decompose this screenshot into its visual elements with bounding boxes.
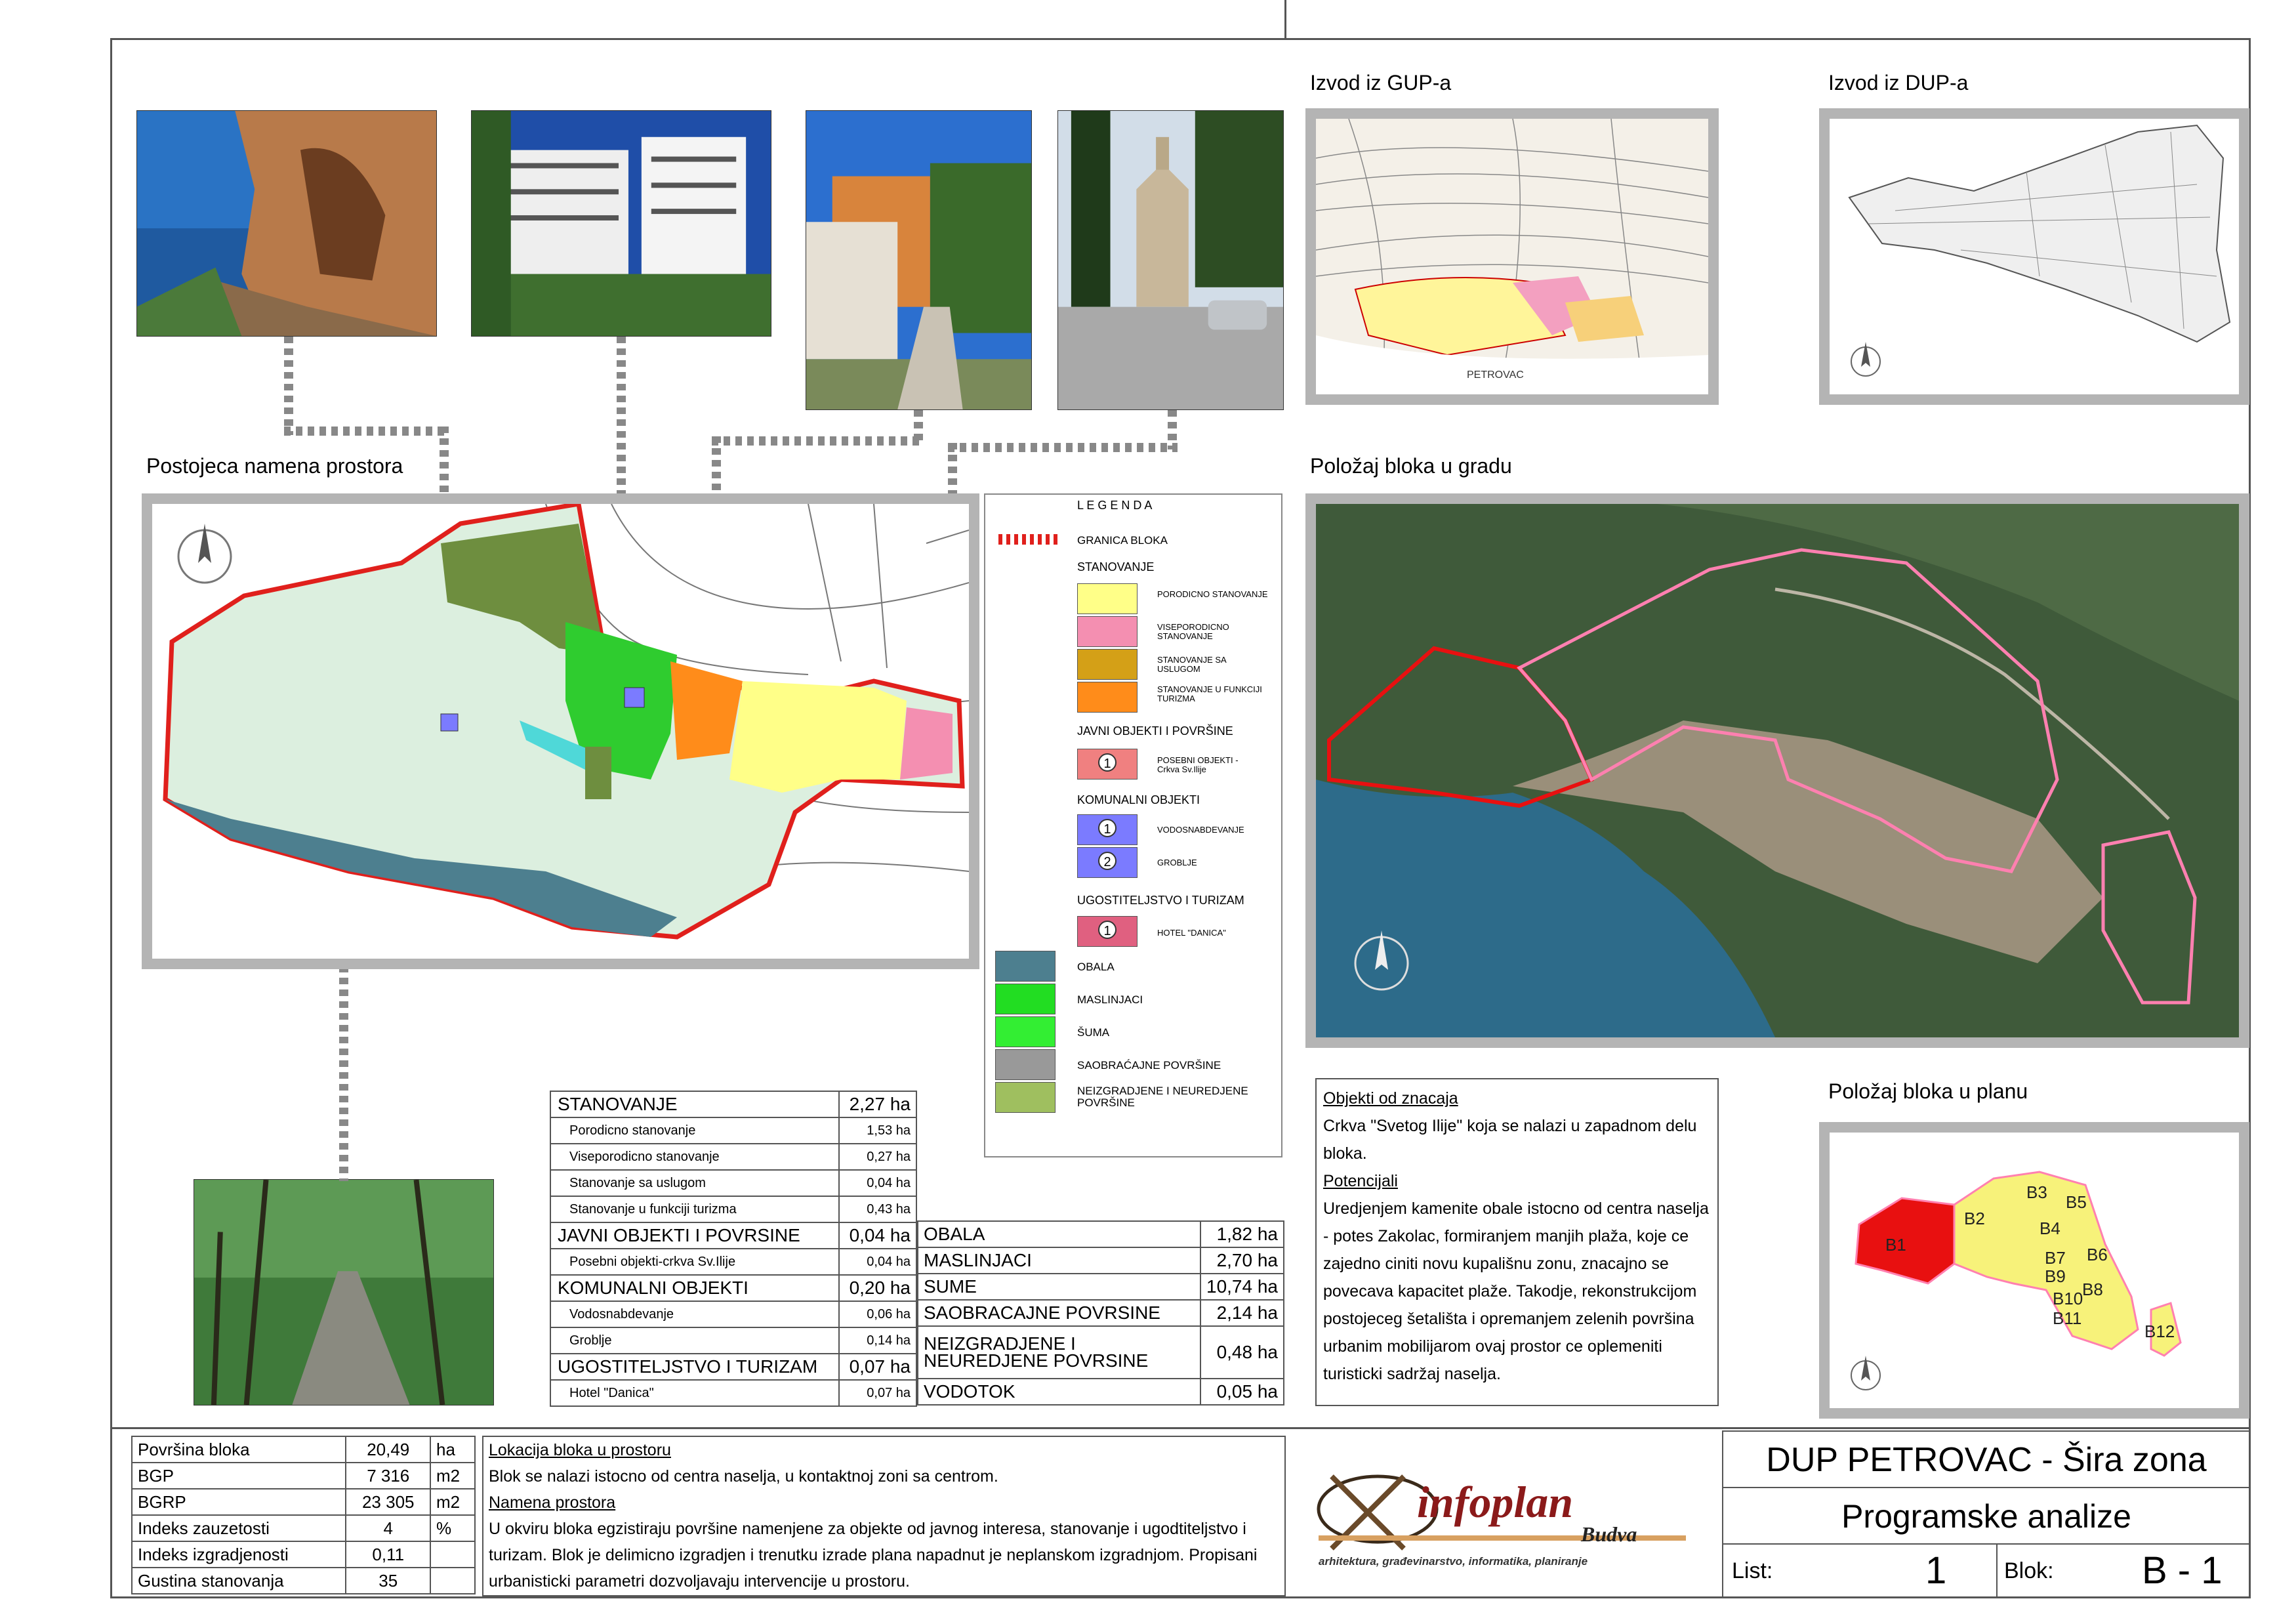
objects-text-box <box>1315 1078 1719 1406</box>
stat-value: 0,07 ha <box>839 1354 916 1380</box>
stats-row <box>918 1379 1284 1405</box>
stat-label: NEIZGRADJENE I NEUREDJENE POVRSINE <box>918 1326 1200 1379</box>
heading-gup-extract: Izvod iz GUP-a <box>1310 71 1452 94</box>
legend-swatch <box>1077 616 1138 647</box>
stat-label: KOMUNALNI OBJEKTI <box>550 1275 839 1301</box>
land-use-map <box>152 504 969 959</box>
legend-swatch <box>995 1049 1056 1080</box>
plan-block-label: B1 <box>1885 1235 1906 1255</box>
plan-block-label: B4 <box>2040 1218 2060 1238</box>
stat-value: 0,43 ha <box>839 1196 916 1222</box>
stat-value: 0,05 ha <box>1200 1379 1284 1405</box>
location-body: Blok se nalazi istocno od centra naselja, u kontaktnoj zoni sa centrom. <box>489 1467 998 1486</box>
block-stat-label: Indeks izgradjenosti <box>132 1541 346 1568</box>
plan-map <box>1830 1133 2239 1408</box>
logo-city: Budva <box>1581 1522 1637 1546</box>
stats-row <box>918 1300 1284 1326</box>
stat-unit: m2 <box>430 1489 475 1515</box>
stat-value: 0,04 ha <box>839 1222 916 1249</box>
stats-row <box>550 1196 916 1222</box>
block-stats-table <box>131 1436 476 1594</box>
legend-label: HOTEL "DANICA" <box>1157 928 1226 938</box>
legend-label: VISEPORODICNO STANOVANJE <box>1157 622 1229 641</box>
gup-map-frame <box>1305 108 1719 405</box>
objects-body: Crkva "Svetog Ilije" koja se nalazi u zapadnom delu bloka. <box>1323 1117 1697 1163</box>
stat-value: 0,20 ha <box>839 1275 916 1301</box>
legend-number: 1 <box>1098 921 1117 939</box>
legend-swatch <box>1077 682 1138 713</box>
block-stat-label: Indeks zauzetosti <box>132 1515 346 1541</box>
stat-value: 0,48 ha <box>1200 1326 1284 1379</box>
stat-unit: m2 <box>430 1463 475 1489</box>
legend-label: MASLINJACI <box>1077 993 1143 1006</box>
legend-swatch <box>995 1016 1056 1047</box>
legend-label: STANOVANJE SA USLUGOM <box>1157 655 1226 674</box>
plan-block-label: B5 <box>2066 1192 2087 1212</box>
block-stat-value: 4 <box>346 1515 430 1541</box>
block-label: Blok: <box>2004 1558 2054 1583</box>
legend-label: SAOBRAĆAJNE POVRŠINE <box>1077 1059 1221 1072</box>
photo-forest-path <box>194 1179 494 1405</box>
block-stat-row <box>132 1568 475 1594</box>
stats-row <box>550 1354 916 1380</box>
aerial-map-frame <box>1305 493 2249 1048</box>
legend-label: ŠUMA <box>1077 1026 1110 1039</box>
stats-row <box>918 1221 1284 1247</box>
stats-row <box>918 1247 1284 1274</box>
gup-map <box>1316 119 1708 394</box>
block-stat-label: Površina bloka <box>132 1436 346 1463</box>
dup-map <box>1830 119 2239 394</box>
block-stat-value: 0,11 <box>346 1541 430 1568</box>
legend-label: NEIZGRADJENE I NEUREDJENE POVRŠINE <box>1077 1085 1248 1109</box>
bottom-strip-border <box>110 1427 2251 1429</box>
stats-table-left <box>550 1091 917 1407</box>
legend-box <box>984 493 1282 1157</box>
block-stat-row <box>132 1436 475 1463</box>
heading-block-in-city: Položaj bloka u gradu <box>1310 454 1512 478</box>
legend-label: OBALA <box>1077 961 1115 973</box>
block-stat-row <box>132 1515 475 1541</box>
stat-label: MASLINJACI <box>918 1247 1200 1274</box>
legend-title: L E G E N D A <box>1077 499 1153 512</box>
stat-label: JAVNI OBJEKTI I POVRSINE <box>550 1222 839 1249</box>
block-stat-row <box>132 1489 475 1515</box>
block-stat-value: 20,49 <box>346 1436 430 1463</box>
stat-label: Vodosnabdevanje <box>550 1301 839 1327</box>
gup-town-label: PETROVAC <box>1467 369 1524 381</box>
land-use-body: U okviru bloka egzistiraju površine namenjene za objekte od javnog interesa, stanovanje i ugodtiteljstvo i turizam. Blok je delimicno izgradjen i trenutku izrade plana napadnut je neplanskom izgradnjom. Propisani urbanisticki parametri dozvoljavaju intervencije u prostoru. <box>489 1520 1258 1591</box>
stats-row <box>550 1222 916 1249</box>
stat-value: 0,04 ha <box>839 1249 916 1275</box>
stat-label: Porodicno stanovanje <box>550 1117 839 1144</box>
stat-value: 0,14 ha <box>839 1327 916 1354</box>
stat-unit <box>430 1541 475 1568</box>
block-border-swatch <box>998 534 1057 545</box>
block-stat-value: 35 <box>346 1568 430 1594</box>
stats-table-right <box>917 1220 1284 1405</box>
legend-number: 2 <box>1098 852 1117 870</box>
legend-number: 1 <box>1098 819 1117 837</box>
stat-label: Stanovanje u funkciji turizma <box>550 1196 839 1222</box>
project-title: DUP PETROVAC - Šira zona <box>1766 1441 2207 1479</box>
block-stat-value: 23 305 <box>346 1489 430 1515</box>
land-use-map-frame <box>142 493 979 969</box>
photo-street-houses <box>806 110 1032 410</box>
photo-church <box>1057 110 1284 410</box>
stat-value: 1,53 ha <box>839 1117 916 1144</box>
block-stat-label: BGRP <box>132 1489 346 1515</box>
stats-row <box>550 1301 916 1327</box>
stat-label: SAOBRACAJNE POVRSINE <box>918 1300 1200 1326</box>
stat-unit: ha <box>430 1436 475 1463</box>
stat-label: UGOSTITELJSTVO I TURIZAM <box>550 1354 839 1380</box>
sheet-value: 1 <box>1925 1549 1947 1592</box>
stat-label: VODOTOK <box>918 1379 1200 1405</box>
plan-block-label: B11 <box>2053 1308 2082 1328</box>
stats-row <box>550 1091 916 1117</box>
stat-value: 1,82 ha <box>1200 1221 1284 1247</box>
sheet-label: List: <box>1732 1558 1773 1583</box>
stats-row <box>918 1274 1284 1300</box>
stat-label: Viseporodicno stanovanje <box>550 1144 839 1170</box>
block-value: B - 1 <box>2142 1549 2223 1592</box>
stat-label: Groblje <box>550 1327 839 1354</box>
plan-block-label: B6 <box>2087 1245 2108 1264</box>
stat-value: 2,14 ha <box>1200 1300 1284 1326</box>
legend-label: PORODICNO STANOVANJE <box>1157 589 1268 599</box>
heading-existing-use: Postojeca namena prostora <box>146 454 403 478</box>
stat-label: Posebni objekti-crkva Sv.Ilije <box>550 1249 839 1275</box>
heading-dup-extract: Izvod iz DUP-a <box>1828 71 1969 94</box>
legend-swatch <box>1077 583 1138 614</box>
legend-label: GROBLJE <box>1157 858 1197 867</box>
stat-value: 2,70 ha <box>1200 1247 1284 1274</box>
plan-block-label: B2 <box>1964 1209 1985 1228</box>
project-subtitle: Programske analize <box>1841 1498 2131 1535</box>
block-stat-label: BGP <box>132 1463 346 1489</box>
stat-label: Hotel "Danica" <box>550 1380 839 1406</box>
plan-block-label: B9 <box>2045 1266 2066 1286</box>
block-description <box>482 1436 1286 1596</box>
plan-block-label: B12 <box>2144 1322 2175 1341</box>
heading-block-in-plan: Položaj bloka u planu <box>1828 1079 2028 1103</box>
stats-row <box>550 1170 916 1196</box>
block-stat-value: 7 316 <box>346 1463 430 1489</box>
top-divider <box>1284 0 1286 38</box>
plan-block-label: B3 <box>2026 1182 2047 1202</box>
photo-coastal-path <box>136 110 437 337</box>
stats-row <box>550 1327 916 1354</box>
logo-tagline: arhitektura, građevinarstvo, informatika, planiranje <box>1319 1555 1588 1568</box>
legend-swatch <box>995 1082 1056 1113</box>
stat-value: 0,27 ha <box>839 1144 916 1170</box>
stat-value: 0,06 ha <box>839 1301 916 1327</box>
stats-row <box>550 1144 916 1170</box>
stats-row <box>918 1326 1284 1379</box>
stat-value: 0,07 ha <box>839 1380 916 1406</box>
legend-number: 1 <box>1098 753 1117 772</box>
aerial-map <box>1316 504 2239 1037</box>
legend-swatch <box>995 951 1056 982</box>
stats-row <box>550 1117 916 1144</box>
plan-block-label: B10 <box>2053 1289 2083 1308</box>
potentials-body: Uredjenjem kamenite obale istocno od centra naselja - potes Zakolac, formiranjem manjih plaža, koje ce zajedno ciniti novu kupališnu zonu, znacajno se povecava kapacitet plaže. Takodje, rekonstrukcijom postojeceg šetališta i opremanjem zelenih površina urbanim mobilijarom ovaj prostor ce oplemeniti turisticki sadržaj naselja. <box>1323 1199 1709 1383</box>
legend-group-title: KOMUNALNI OBJEKTI <box>1077 793 1200 806</box>
connector <box>284 337 293 435</box>
stats-row <box>550 1249 916 1275</box>
legend-group-title: JAVNI OBJEKTI I POVRŠINE <box>1077 724 1233 738</box>
land-use-title: Namena prostora <box>489 1493 616 1512</box>
stat-value: 10,74 ha <box>1200 1274 1284 1300</box>
legend-label: VODOSNABDEVANJE <box>1157 825 1244 835</box>
objects-title: Objekti od znacaja <box>1323 1089 1458 1108</box>
stat-value: 2,27 ha <box>839 1091 916 1117</box>
stat-label: STANOVANJE <box>550 1091 839 1117</box>
legend-label: STANOVANJE U FUNKCIJI TURIZMA <box>1157 684 1262 703</box>
location-title: Lokacija bloka u prostoru <box>489 1441 671 1459</box>
legend-group-title: UGOSTITELJSTVO I TURIZAM <box>1077 894 1244 907</box>
logo-name: infoplan <box>1417 1477 1574 1527</box>
stat-unit: % <box>430 1515 475 1541</box>
stat-value: 0,04 ha <box>839 1170 916 1196</box>
legend-label: GRANICA BLOKA <box>1077 534 1168 547</box>
dup-map-frame <box>1819 108 2249 405</box>
legend-label: POSEBNI OBJEKTI - Crkva Sv.Ilije <box>1157 755 1239 774</box>
connector <box>617 337 626 514</box>
block-stat-label: Gustina stanovanja <box>132 1568 346 1594</box>
block-stat-row <box>132 1541 475 1568</box>
stat-label: Stanovanje sa uslugom <box>550 1170 839 1196</box>
block-stat-row <box>132 1463 475 1489</box>
legend-swatch <box>1077 649 1138 680</box>
legend-swatch <box>995 984 1056 1014</box>
plan-map-frame <box>1819 1122 2249 1419</box>
stat-label: OBALA <box>918 1221 1200 1247</box>
stat-label: SUME <box>918 1274 1200 1300</box>
stats-row <box>550 1380 916 1406</box>
plan-block-label: B7 <box>2045 1248 2066 1268</box>
legend-group-title: STANOVANJE <box>1077 560 1155 573</box>
connector <box>948 443 1178 452</box>
potentials-title: Potencijali <box>1323 1172 1398 1190</box>
stat-unit <box>430 1568 475 1594</box>
connector <box>284 427 448 436</box>
connector <box>712 436 922 446</box>
stats-row <box>550 1275 916 1301</box>
plan-block-label: B8 <box>2082 1280 2103 1299</box>
infoplan-logo <box>1305 1450 1719 1588</box>
photo-hotel-building <box>471 110 771 337</box>
